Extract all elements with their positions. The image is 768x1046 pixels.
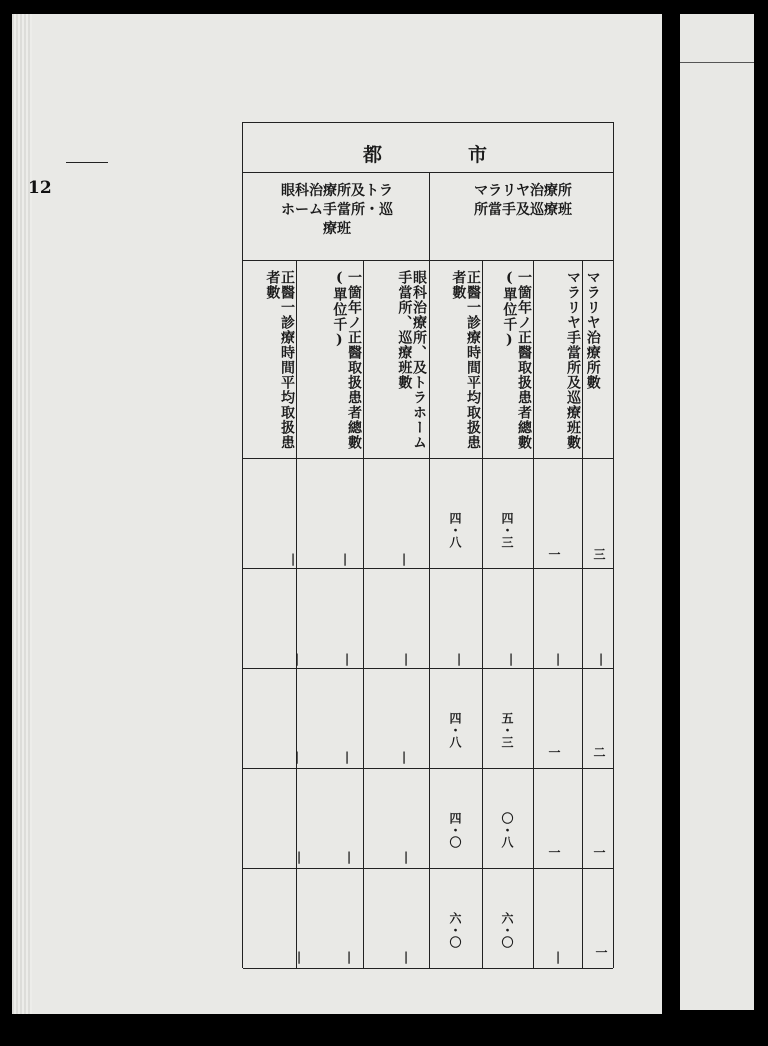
table-cell: 一 — [547, 548, 561, 560]
table-cell: 〇・八 — [500, 812, 514, 848]
margin-rule — [66, 162, 108, 163]
facing-page — [680, 14, 754, 1010]
table-cell: 四・〇 — [448, 812, 462, 848]
table-cell: 四・八 — [448, 712, 462, 748]
col-header-malaria-avg-patients: 正醫一診療時間平均取扱患者數 — [450, 270, 481, 450]
table-cell: 一 — [594, 946, 608, 958]
group-header-trachoma: 眼科治療所及トラ ホーム手當所・巡 療班 — [281, 183, 393, 237]
table-title: 都 市 — [363, 144, 490, 166]
table-cell: | — [290, 750, 304, 764]
table-cell: 五・三 — [500, 712, 514, 748]
table-cell: | — [551, 950, 565, 964]
statistics-table — [242, 122, 614, 968]
table-cell: 一 — [547, 846, 561, 858]
table-cell: 一 — [547, 746, 561, 758]
table-bottom-rule — [243, 968, 613, 969]
table-cell: | — [340, 750, 354, 764]
table-cell: | — [290, 652, 304, 666]
table-cell: | — [399, 850, 413, 864]
group-divider — [429, 172, 430, 968]
col-header-trachoma-clinics: 眼科治療所、及トラホーム手當所、巡療班數 — [396, 270, 427, 450]
table-cell: | — [551, 652, 565, 666]
table-cell: | — [399, 950, 413, 964]
table-cell: | — [397, 750, 411, 764]
col-header-trachoma-avg-patients: 正醫一診療時間平均取扱患者數 — [264, 270, 295, 450]
page-number: 12 — [28, 178, 52, 198]
table-cell: | — [342, 850, 356, 864]
document-page — [12, 14, 662, 1014]
table-cell: 四・三 — [500, 512, 514, 548]
col-header-malaria-total-patients: 一箇年ノ正醫取扱患者總數(單位千) — [501, 270, 532, 450]
facing-page-rule — [680, 62, 754, 63]
group-rule — [243, 260, 613, 261]
col-divider — [582, 260, 583, 968]
page-edge-shadow — [12, 14, 32, 1014]
col-header-trachoma-total-patients: 一箇年ノ正醫取扱患者總數(單位千) — [331, 270, 362, 450]
row-rule — [243, 868, 613, 869]
table-cell: 三 — [592, 548, 606, 560]
row-rule — [243, 668, 613, 669]
table-cell: | — [286, 552, 300, 566]
col-header-malaria-aid-stations: マラリヤ手當所及巡療班數 — [565, 270, 581, 450]
col-divider — [482, 260, 483, 968]
table-cell: | — [594, 652, 608, 666]
group-header-malaria: マラリヤ治療所 所當手及巡療班 — [474, 183, 572, 218]
table-cell: | — [292, 850, 306, 864]
row-rule — [243, 568, 613, 569]
table-top-rule — [243, 122, 613, 123]
col-divider — [363, 260, 364, 968]
table-cell: 二 — [592, 746, 606, 758]
title-rule — [243, 172, 613, 173]
header-rule — [243, 458, 613, 459]
col-divider — [533, 260, 534, 968]
row-rule — [243, 768, 613, 769]
table-cell: | — [397, 552, 411, 566]
table-cell: | — [340, 652, 354, 666]
table-cell: | — [292, 950, 306, 964]
col-header-malaria-clinics: マラリヤ治療所數 — [584, 270, 601, 390]
table-cell: | — [504, 652, 518, 666]
table-cell: 六・〇 — [500, 912, 514, 948]
table-cell: 一 — [592, 846, 606, 858]
book-gutter — [662, 0, 680, 1046]
table-cell: 四・八 — [448, 512, 462, 548]
table-cell: 六・〇 — [448, 912, 462, 948]
table-cell: | — [342, 950, 356, 964]
table-cell: | — [338, 552, 352, 566]
table-cell: | — [452, 652, 466, 666]
table-cell: | — [399, 652, 413, 666]
